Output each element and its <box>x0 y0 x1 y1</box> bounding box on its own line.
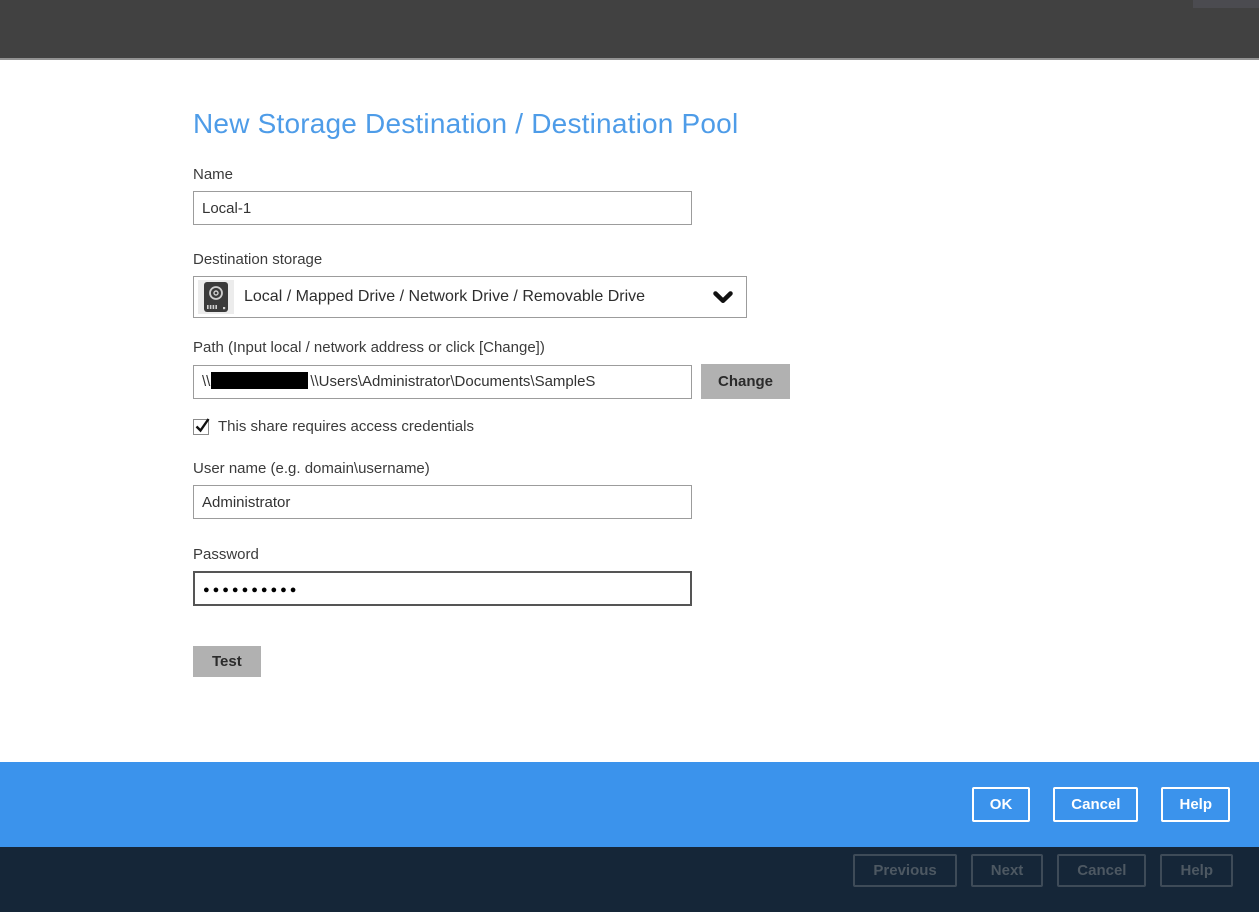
username-input[interactable] <box>193 485 692 519</box>
local-drive-icon <box>198 280 234 314</box>
name-input[interactable] <box>193 191 692 225</box>
wizard-next-button[interactable]: Next <box>971 854 1044 887</box>
path-value-suffix: \\Users\Administrator\Documents\SampleS <box>310 373 596 390</box>
redacted-path-segment <box>211 372 308 389</box>
path-value-prefix: \\ <box>202 373 211 390</box>
name-label: Name <box>193 166 234 183</box>
wizard-cancel-button[interactable]: Cancel <box>1057 854 1146 887</box>
destination-storage-selected: Local / Mapped Drive / Network Drive / Removable Drive <box>244 288 646 305</box>
help-button[interactable]: Help <box>1161 787 1230 822</box>
dialog-footer <box>0 762 1259 847</box>
path-row <box>193 364 1093 399</box>
chevron-down-icon <box>713 291 733 304</box>
page-title: New Storage Destination / Destination Pool <box>193 108 739 139</box>
credentials-checkbox-row <box>193 418 1093 435</box>
change-button[interactable]: Change <box>701 364 790 399</box>
check-icon <box>194 417 211 434</box>
window-header-bar <box>0 0 1259 60</box>
password-label: Password <box>193 546 259 563</box>
username-label: User name (e.g. domain\username) <box>193 460 430 477</box>
destination-storage-label: Destination storage <box>193 251 323 268</box>
path-label: Path (Input local / network address or click [Change]) <box>193 339 545 356</box>
destination-storage-select[interactable] <box>193 276 747 318</box>
username-input-value: Administrator <box>202 493 291 511</box>
password-masked-value: ●●●●●●●●●● <box>203 583 300 596</box>
credentials-checkbox[interactable] <box>193 419 209 435</box>
name-input-value: Local-1 <box>202 199 252 217</box>
wizard-previous-button[interactable]: Previous <box>853 854 956 887</box>
wizard-help-button[interactable]: Help <box>1160 854 1233 887</box>
cancel-button[interactable]: Cancel <box>1053 787 1138 822</box>
test-button[interactable]: Test <box>193 646 261 677</box>
wizard-footer <box>0 847 1259 912</box>
dialog-body <box>193 62 1093 677</box>
path-input[interactable] <box>193 365 692 399</box>
scrollbar-thumb[interactable] <box>1193 0 1259 8</box>
password-input[interactable] <box>193 571 692 606</box>
credentials-checkbox-label: This share requires access credentials <box>218 418 474 435</box>
ok-button[interactable]: OK <box>972 787 1031 822</box>
